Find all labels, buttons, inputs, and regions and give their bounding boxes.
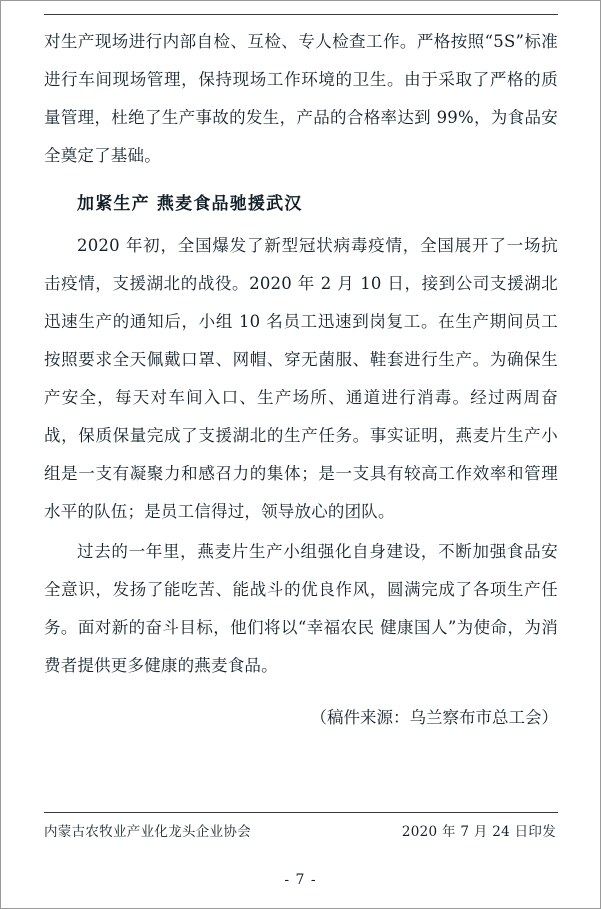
paragraph-1: 2020 年初，全国爆发了新型冠状病毒疫情，全国展开了一场抗击疫情，支援湖北的战役。2020 年 2 月 10 日，接到公司支援湖北迅速生产的通知后，小组 10 名员工迅速到岗复工。在生产期间员工按照要求全天佩戴口罩、网帽、穿无菌服、鞋套进行生产。为确保生产安全，每天对车间入口、生产场所、通道进行消毒。经过两周奋战，保质保量完成了支援湖北的生产任务。事实证明，燕麦片生产小组是一支有凝聚力和感召力的集体；是一支具有较高工作效率和管理水平的队伍；是员工信得过，领导放心的团队。 [44, 236, 558, 521]
footer-date: 2020 年 7 月 24 日印发 [401, 824, 556, 840]
paragraph-continuation: 对生产现场进行内部自检、互检、专人检查工作。严格按照“5S”标准进行车间现场管理，保持现场工作环境的卫生。由于采取了严格的质量管理，杜绝了生产事故的发生，产品的合格率达到 99%，为食品安全奠定了基础。 [44, 32, 558, 165]
source-attribution: （稿件来源：乌兰察布市总工会） [310, 708, 558, 727]
footer-row [44, 819, 558, 845]
page-content [44, 14, 558, 737]
footer-organization: 内蒙古农牧业产业化龙头企业协会 [44, 824, 251, 840]
header-divider [44, 14, 558, 15]
page-number: - 7 - [284, 872, 317, 888]
footer-divider [44, 812, 558, 813]
paragraph-2: 过去的一年里，燕麦片生产小组强化自身建设，不断加强食品安全意识，发扬了能吃苦、能战斗的优良作风，圆满完成了各项生产任务。面对新的奋斗目标，他们将以“幸福农民 健康国人”为使命，为消费者提供更多健康的燕麦食品。 [44, 542, 558, 675]
section-heading: 加紧生产 燕麦食品驰援武汉 [77, 194, 303, 214]
page-footer [44, 812, 558, 845]
